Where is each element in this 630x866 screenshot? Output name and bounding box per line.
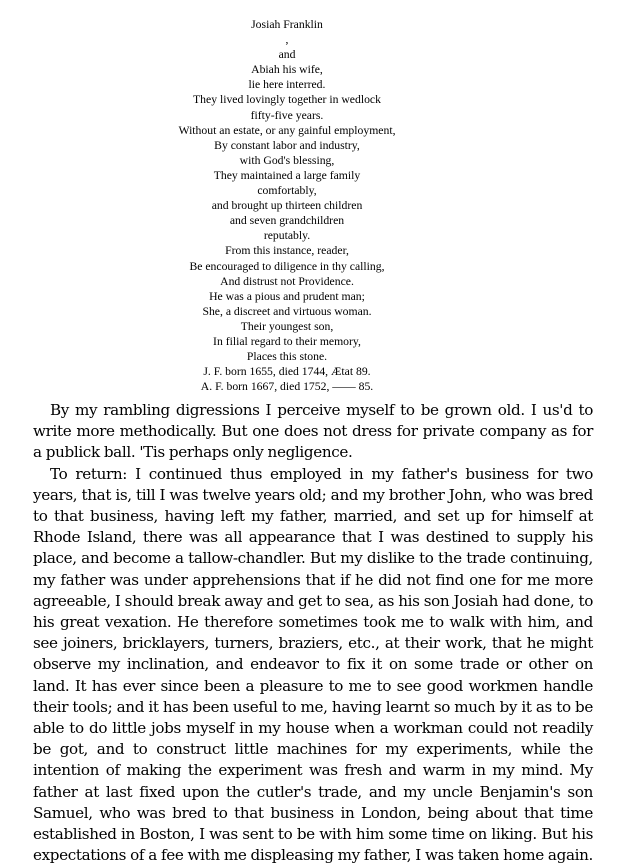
epitaph-line: And distrust not Providence.	[220, 274, 354, 288]
epitaph-line: Without an estate, or any gainful employment,	[178, 123, 396, 137]
epitaph-line: ,	[285, 33, 289, 47]
epitaph-line: lie here interred.	[248, 78, 326, 92]
epitaph-line: and	[278, 48, 296, 62]
epitaph-line: fifty-five years.	[250, 108, 324, 122]
epitaph-line: Places this stone.	[246, 350, 328, 364]
epitaph-line: A. F. born 1667, died 1752, —— 85.	[200, 380, 374, 394]
epitaph-line: In filial regard to their memory,	[213, 334, 361, 348]
epitaph-line: He was a pious and prudent man;	[209, 289, 365, 303]
epitaph-line: They lived lovingly together in wedlock	[193, 93, 381, 107]
epitaph-line: reputably.	[263, 229, 311, 243]
epitaph-line: Be encouraged to diligence in thy calling,	[189, 259, 385, 273]
epitaph-line: They maintained a large family	[213, 168, 361, 182]
epitaph-line: Their youngest son,	[240, 319, 334, 333]
epitaph-inscription	[0, 17, 574, 394]
body-text	[33, 400, 593, 866]
paragraph-digressions: By my rambling digressions I perceive myself to be grown old. I us'd to write more methodically. But one does not dress for private company as for a publick ball. 'Tis perhaps only negligence.	[33, 401, 593, 462]
epitaph-line: From this instance, reader,	[225, 244, 349, 258]
epitaph-line: and seven grandchildren	[229, 214, 345, 228]
epitaph-line: and brought up thirteen children	[211, 199, 363, 213]
epitaph-line: Abiah his wife,	[251, 63, 323, 77]
epitaph-line: with God's blessing,	[239, 153, 335, 167]
epitaph-line: Josiah Franklin	[251, 18, 323, 31]
epitaph-line: J. F. born 1655, died 1744, Ætat 89.	[203, 365, 371, 379]
epitaph-line: comfortably,	[257, 184, 317, 198]
epitaph-line: By constant labor and industry,	[214, 138, 360, 152]
paragraph-to-return: To return: I continued thus employed in my father's business for two years, that is, till I was twelve years old; and my brother John, who was bred to that business, having left my father, married, and set up for himself at Rhode Island, there was all appearance that I was destined to supply his place, and become a tallow-chandler. But my dislike to the trade continuing, my father was under apprehensions that if he did not find one for me more agreeable, I should break away and get to sea, as his son Josiah had done, to his great vexation. He therefore sometimes took me to walk with him, and see joiners, bricklayers, turners, braziers, etc., at their work, that he might observe my inclination, and endeavor to fix it on some trade or other on land. It has ever since been a pleasure to me to see good workmen handle their tools; and it has been useful to me, having learnt so much by it as to be able to do little jobs myself in my house when a workman could not readily be got, and to construct little machines for my experiments, while the intention of making the experiment was fresh and warm in my mind. My father at last fixed upon the cutler's trade, and my uncle Benjamin's son Samuel, who was bred to that business in London, being about that time established in Boston, I was sent to be with him some time on liking. But his expectations of a fee with me displeasing my father, I was taken home again.	[33, 464, 593, 865]
epitaph-line: She, a discreet and virtuous woman.	[202, 304, 372, 318]
